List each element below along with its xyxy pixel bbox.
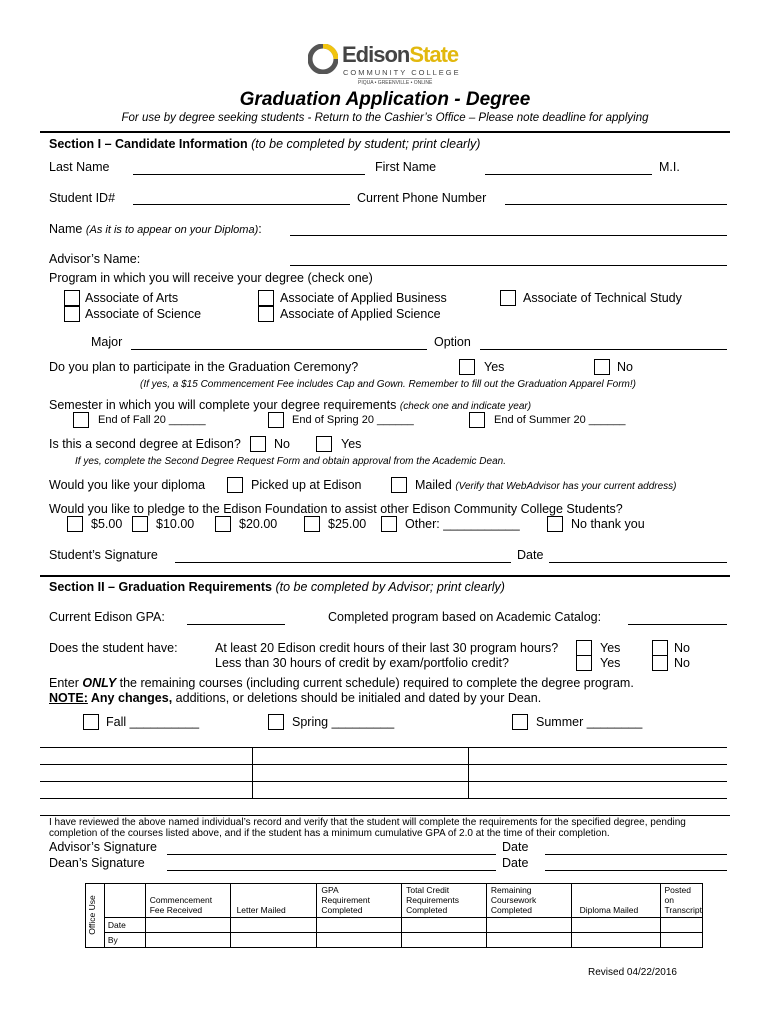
pledge-25-label: $25.00 xyxy=(328,517,367,531)
q2-no-checkbox[interactable] xyxy=(652,655,668,671)
gpa-label: Current Edison GPA: xyxy=(49,610,165,624)
req-spring-checkbox[interactable] xyxy=(268,714,284,730)
logo-subtitle: COMMUNITY COLLEGE xyxy=(343,68,461,77)
assoc-arts-label: Associate of Arts xyxy=(85,291,179,305)
changes-note: NOTE: Any changes, additions, or deletions should be initialed and dated by your Dean. xyxy=(49,691,542,705)
pledge-other-label: Other: ___________ xyxy=(405,517,520,531)
advisor-date-label: Date xyxy=(502,840,529,854)
student-signature-field[interactable] xyxy=(175,562,511,563)
q2-yes-label: Yes xyxy=(600,656,621,670)
fall-label: End of Fall 20 ______ xyxy=(98,414,206,426)
diploma-question: Would you like your diploma xyxy=(49,478,206,492)
phone-label: Current Phone Number xyxy=(357,191,487,205)
second-no-label: No xyxy=(274,437,290,451)
office-header-gpa: GPA Requirement Completed xyxy=(317,884,402,918)
dean-date-label: Date xyxy=(502,856,529,870)
second-yes-checkbox[interactable] xyxy=(316,436,332,452)
office-header-commencement: Commencement Fee Received xyxy=(145,884,230,918)
office-header-coursework: Remaining Coursework Completed xyxy=(486,884,571,918)
page-title: Graduation Application - Degree xyxy=(239,89,531,110)
section1-heading: Section I – Candidate Information (to be completed by student; print clearly) xyxy=(49,137,481,151)
pledge-20-checkbox[interactable] xyxy=(215,516,231,532)
req-fall-checkbox[interactable] xyxy=(83,714,99,730)
page-subtitle: For use by degree seeking students - Return to the Cashier’s Office – Please note deadline for applying xyxy=(121,112,649,124)
major-field[interactable] xyxy=(131,349,427,350)
option-label: Option xyxy=(434,335,471,349)
office-header-posted: Posted on Transcript xyxy=(660,884,702,918)
diploma-name-field[interactable] xyxy=(290,235,727,236)
dean-date-field[interactable] xyxy=(545,870,727,871)
pledge-question: Would you like to pledge to the Edison Foundation to assist other Edison Community College Students? xyxy=(49,502,623,516)
phone-field[interactable] xyxy=(505,204,727,205)
catalog-label: Completed program based on Academic Catalog: xyxy=(328,610,602,624)
picked-up-label: Picked up at Edison xyxy=(251,478,362,492)
first-name-label: First Name xyxy=(375,160,437,174)
pledge-none-label: No thank you xyxy=(571,517,645,531)
program-label: Program in which you will receive your degree (check one) xyxy=(49,271,373,285)
assoc-applied-business-checkbox[interactable] xyxy=(258,290,274,306)
review-text-line2: completion of the courses listed above, and if the student has a minimum cumulative GPA of 2.0 at the time of their completion. xyxy=(49,828,610,839)
advisor-name-field[interactable] xyxy=(290,265,727,266)
q1-yes-label: Yes xyxy=(600,641,621,655)
spring-checkbox[interactable] xyxy=(268,412,284,428)
ceremony-yes-label: Yes xyxy=(484,360,505,374)
pledge-10-checkbox[interactable] xyxy=(132,516,148,532)
picked-up-checkbox[interactable] xyxy=(227,477,243,493)
q2-yes-checkbox[interactable] xyxy=(576,655,592,671)
ceremony-no-label: No xyxy=(617,360,633,374)
student-id-field[interactable] xyxy=(133,204,350,205)
dean-signature-label: Dean’s Signature xyxy=(49,856,145,870)
student-date-field[interactable] xyxy=(549,562,727,563)
second-yes-label: Yes xyxy=(341,437,362,451)
pledge-10-label: $10.00 xyxy=(156,517,195,531)
pledge-20-label: $20.00 xyxy=(239,517,278,531)
assoc-science-label: Associate of Science xyxy=(85,307,202,321)
office-header-credit: Total Credit Requirements Completed xyxy=(402,884,487,918)
req-spring-label: Spring _________ xyxy=(292,715,395,729)
mailed-label: Mailed (Verify that WebAdvisor has your current address) xyxy=(415,478,677,492)
office-header-letter: Letter Mailed xyxy=(230,884,317,918)
pledge-25-checkbox[interactable] xyxy=(304,516,320,532)
revised-date: Revised 04/22/2016 xyxy=(588,967,677,978)
last-name-field[interactable] xyxy=(133,174,365,175)
advisor-name-label: Advisor’s Name: xyxy=(49,252,141,266)
major-label: Major xyxy=(91,335,123,349)
advisor-date-field[interactable] xyxy=(545,854,727,855)
courses-grid[interactable] xyxy=(40,747,727,799)
office-use-label: Office Use xyxy=(86,895,97,935)
pledge-none-checkbox[interactable] xyxy=(547,516,563,532)
credit-hours-question: At least 20 Edison credit hours of their last 30 program hours? xyxy=(215,641,559,655)
q1-no-label: No xyxy=(674,641,690,655)
req-fall-label: Fall __________ xyxy=(106,715,200,729)
option-field[interactable] xyxy=(480,349,727,350)
logo xyxy=(306,40,466,90)
assoc-science-checkbox[interactable] xyxy=(64,306,80,322)
spring-label: End of Spring 20 ______ xyxy=(292,414,414,426)
pledge-5-checkbox[interactable] xyxy=(67,516,83,532)
dean-signature-field[interactable] xyxy=(167,870,496,871)
catalog-field[interactable] xyxy=(628,624,727,625)
second-no-checkbox[interactable] xyxy=(250,436,266,452)
logo-campuses: PIQUA • GREENVILLE • ONLINE xyxy=(358,80,433,86)
assoc-tech-label: Associate of Technical Study xyxy=(523,291,682,305)
student-date-label: Date xyxy=(517,548,544,562)
ceremony-yes-checkbox[interactable] xyxy=(459,359,475,375)
pledge-5-label: $5.00 xyxy=(91,517,123,531)
summer-checkbox[interactable] xyxy=(469,412,485,428)
assoc-applied-business-label: Associate of Applied Business xyxy=(280,291,447,305)
summer-label: End of Summer 20 ______ xyxy=(494,414,626,426)
pledge-other-checkbox[interactable] xyxy=(381,516,397,532)
diploma-name-label: Name (As it is to appear on your Diploma): xyxy=(49,222,262,236)
student-signature-label: Student’s Signature xyxy=(49,548,158,562)
advisor-signature-field[interactable] xyxy=(167,854,496,855)
enter-courses-instruction: Enter ONLY the remaining courses (including current schedule) required to complete the degree program. xyxy=(49,676,634,690)
office-row-by: By xyxy=(104,933,145,948)
last-name-label: Last Name xyxy=(49,160,110,174)
req-summer-checkbox[interactable] xyxy=(512,714,528,730)
semester-question: Semester in which you will complete your degree requirements (check one and indicate year) xyxy=(49,398,532,412)
logo-name-a: Edison xyxy=(342,42,410,67)
first-name-field[interactable] xyxy=(485,174,652,175)
office-header-diploma: Diploma Mailed xyxy=(571,884,660,918)
fall-checkbox[interactable] xyxy=(73,412,89,428)
gpa-field[interactable] xyxy=(187,624,285,625)
student-id-label: Student ID# xyxy=(49,191,116,205)
q1-no-checkbox[interactable] xyxy=(652,640,668,656)
ceremony-question: Do you plan to participate in the Graduation Ceremony? xyxy=(49,360,359,374)
second-degree-question: Is this a second degree at Edison? xyxy=(49,437,241,451)
exam-credit-question: Less than 30 hours of credit by exam/portfolio credit? xyxy=(215,656,509,670)
assoc-arts-checkbox[interactable] xyxy=(64,290,80,306)
ceremony-note: (If yes, a $15 Commencement Fee includes Cap and Gown. Remember to fill out the Graduation Apparel Form!) xyxy=(140,379,636,390)
office-use-table xyxy=(85,883,703,948)
edison-logo-mark-icon xyxy=(308,44,338,74)
assoc-applied-science-label: Associate of Applied Science xyxy=(280,307,441,321)
second-degree-note: If yes, complete the Second Degree Request Form and obtain approval from the Academic Dean. xyxy=(75,456,506,467)
office-row-date: Date xyxy=(104,918,145,933)
review-text-line1: I have reviewed the above named individual’s record and verify that the student will complete the requirements for the specified degree, pending xyxy=(49,817,686,828)
assoc-applied-science-checkbox[interactable] xyxy=(258,306,274,322)
mi-label: M.I. xyxy=(659,160,680,174)
q1-yes-checkbox[interactable] xyxy=(576,640,592,656)
ceremony-no-checkbox[interactable] xyxy=(594,359,610,375)
q2-no-label: No xyxy=(674,656,690,670)
section2-heading: Section II – Graduation Requirements (to be completed by Advisor; print clearly) xyxy=(49,580,505,594)
req-summer-label: Summer ________ xyxy=(536,715,643,729)
advisor-signature-label: Advisor’s Signature xyxy=(49,840,157,854)
mailed-checkbox[interactable] xyxy=(391,477,407,493)
does-have-label: Does the student have: xyxy=(49,641,178,655)
assoc-tech-checkbox[interactable] xyxy=(500,290,516,306)
logo-name-b: State xyxy=(409,42,459,67)
